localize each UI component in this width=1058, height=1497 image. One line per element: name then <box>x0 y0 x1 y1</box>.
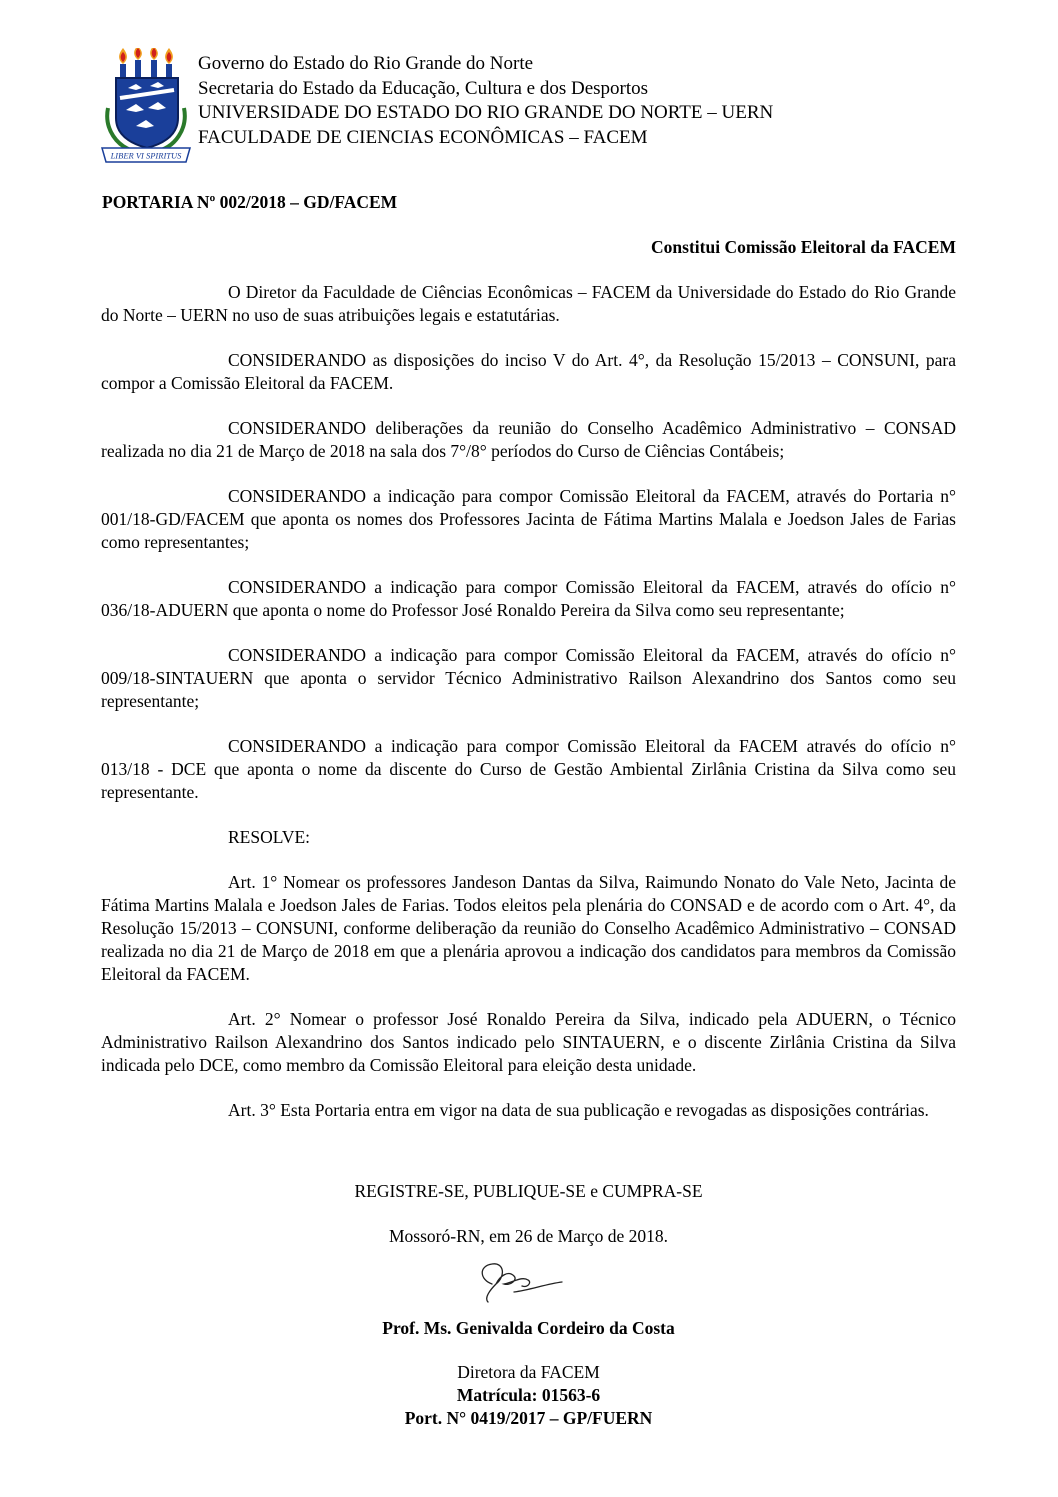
letterhead-line-secretariat: Secretaria do Estado da Educação, Cultura e dos Desportos <box>198 77 649 99</box>
paragraph-art-2: Art. 2° Nomear o professor José Ronaldo Pereira da Silva, indicado pela ADUERN, o Técnico Administrativo Railson Alexandrino dos Santos indicado pelo SINTAUERN, e o discente Zirlânia Cristina da Silva indicada pelo DCE, como membro da Comissão Eleitoral para eleição desta unidade. <box>101 1009 956 1075</box>
paragraph-considerando-1: CONSIDERANDO as disposições do inciso V do Art. 4°, da Resolução 15/2013 – CONSUNI, para compor a Comissão Eleitoral da FACEM. <box>101 350 956 393</box>
paragraph-preamble: O Diretor da Faculdade de Ciências Econômicas – FACEM da Universidade do Estado do Rio Grande do Norte – UERN no uso de suas atribuições legais e estatutárias. <box>101 282 956 325</box>
paragraph-art-1: Art. 1° Nomear os professores Jandeson Dantas da Silva, Raimundo Nonato do Vale Neto, Jacinta de Fátima Martins Malala e Joedson Jales de Farias. Todos eleitos pela plenária do CONSAD e de acordo com o Art. 4°, da Resolução 15/2013 – CONSUNI, conforme deliberação da reunião do Conselho Acadêmico Administrativo – CONSAD realizada no dia 21 de Março de 2018 em que a plenária aprovou a indicação dos candidatos para membros da Comissão Eleitoral da FACEM. <box>101 872 956 984</box>
signature-icon <box>470 1254 570 1306</box>
signer-matricula: Matrícula: 01563-6 <box>456 1385 601 1405</box>
letterhead-text <box>198 52 773 150</box>
paragraph-considerando-6: CONSIDERANDO a indicação para compor Comissão Eleitoral da FACEM através do ofício n° 013/18 - DCE que aponta o nome da discente do Curso de Gestão Ambiental Zirlânia Cristina da Silva como seu representante. <box>101 736 956 802</box>
letterhead-line-university: UNIVERSIDADE DO ESTADO DO RIO GRANDE DO NORTE – UERN <box>198 102 774 123</box>
crest-motto: LIBER VI SPIRITUS <box>110 150 182 161</box>
signer-name: Prof. Ms. Genivalda Cordeiro da Costa <box>382 1318 675 1338</box>
paragraph-resolve: RESOLVE: <box>228 827 311 847</box>
document-body <box>101 281 956 1144</box>
letterhead-line-government: Governo do Estado do Rio Grande do Norte <box>198 53 534 74</box>
paragraph-considerando-3: CONSIDERANDO a indicação para compor Comissão Eleitoral da FACEM, através do Portaria n° 001/18-GD/FACEM que aponta os nomes dos Professores Jacinta de Fátima Martins Malala e Joedson Jales de Farias como representantes; <box>101 486 956 552</box>
paragraph-considerando-4: CONSIDERANDO a indicação para compor Comissão Eleitoral da FACEM, através do ofício n° 036/18-ADUERN que aponta o nome do Professor José Ronaldo Pereira da Silva como seu representante; <box>101 577 956 620</box>
document-title: PORTARIA Nº 002/2018 – GD/FACEM <box>102 192 398 212</box>
letterhead-line-faculty: FACULDADE DE CIENCIAS ECONÔMICAS – FACEM <box>198 126 648 148</box>
paragraph-considerando-5: CONSIDERANDO a indicação para compor Comissão Eleitoral da FACEM, através do ofício n° 009/18-SINTAUERN que aponta o servidor Técnico Administrativo Railson Alexandrino dos Santos como seu representante; <box>101 645 956 711</box>
uern-crest-icon <box>98 48 194 164</box>
paragraph-art-3: Art. 3° Esta Portaria entra em vigor na data de sua publicação e revogadas as disposições contrárias. <box>228 1100 929 1120</box>
document-subject: Constitui Comissão Eleitoral da FACEM <box>651 237 956 257</box>
signer-role: Diretora da FACEM <box>457 1362 600 1382</box>
paragraph-considerando-2: CONSIDERANDO deliberações da reunião do Conselho Acadêmico Administrativo – CONSAD realizada no dia 21 de Março de 2018 na sala dos 7°/8° períodos do Curso de Ciências Contábeis; <box>101 418 956 461</box>
closing-formula: REGISTRE-SE, PUBLIQUE-SE e CUMPRA-SE <box>354 1181 703 1201</box>
letterhead <box>98 48 958 168</box>
signer-portaria: Port. N° 0419/2017 – GP/FUERN <box>404 1408 653 1428</box>
place-date: Mossoró-RN, em 26 de Março de 2018. <box>389 1226 668 1246</box>
